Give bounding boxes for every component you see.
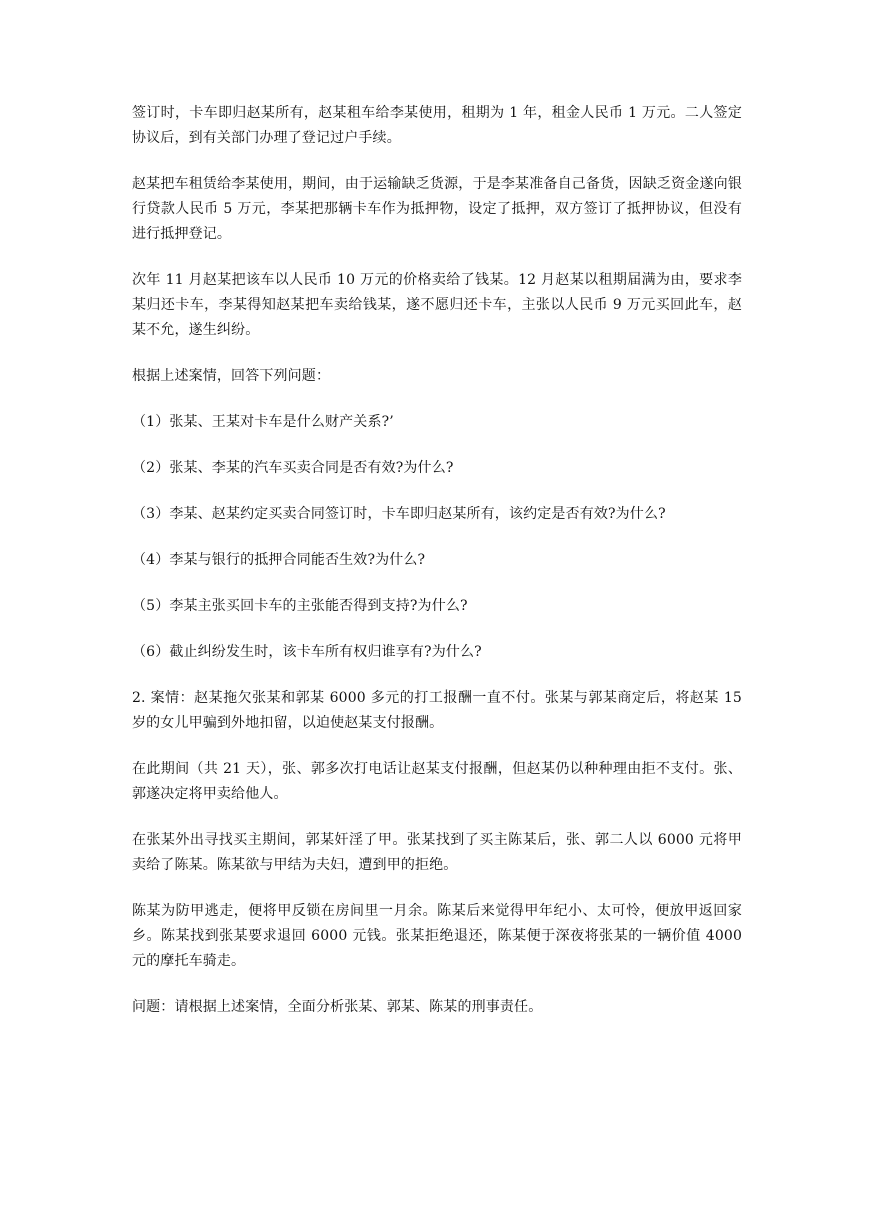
case2-paragraph-sale: 在张某外出寻找买主期间，郭某奸淫了甲。张某找到了买主陈某后，张、郭二人以 6000 元将甲卖给了陈某。陈某欲与甲结为夫妇，遭到甲的拒绝。 [132, 832, 742, 873]
paragraph-sale-dispute: 次年 11 月赵某把该车以人民币 10 万元的价格卖给了钱某。12 月赵某以租期届满为由，要求李某归还卡车，李某得知赵某把车卖给钱某，遂不愿归还卡车，主张以人民币 9 万元买回此车，赵某不允，遂生纠纷。 [132, 272, 742, 338]
paragraph-contract-terms: 签订时，卡车即归赵某所有，赵某租车给李某使用，租期为 1 年，租金人民币 1 万元。二人签定协议后，到有关部门办理了登记过户手续。 [132, 105, 742, 146]
question-6: （6）截止纠纷发生时，该卡车所有权归谁享有?为什么? [132, 644, 482, 660]
question-5: （5）李某主张买回卡车的主张能否得到支持?为什么? [132, 598, 468, 614]
case2-paragraph-period: 在此期间（共 21 天），张、郭多次打电话让赵某支付报酬，但赵某仍以种种理由拒不支付。张、郭遂决定将甲卖给他人。 [132, 761, 742, 802]
question-3: （3）李某、赵某约定买卖合同签订时，卡车即归赵某所有，该约定是否有效?为什么? [132, 506, 666, 522]
case2-question: 问题：请根据上述案情，全面分析张某、郭某、陈某的刑事责任。 [132, 999, 543, 1015]
case2-paragraph-confinement: 陈某为防甲逃走，便将甲反锁在房间里一月余。陈某后来觉得甲年纪小、太可怜，便放甲返回家乡。陈某找到张某要求退回 6000 元钱。张某拒绝退还，陈某便于深夜将张某的一辆价值 4000 元的摩托车骑走。 [132, 903, 742, 969]
case2-intro: 2. 案情：赵某拖欠张某和郭某 6000 多元的打工报酬一直不付。张某与郭某商定后，将赵某 15 岁的女儿甲骗到外地扣留，以迫使赵某支付报酬。 [132, 690, 742, 731]
paragraph-lease-mortgage: 赵某把车租赁给李某使用，期间，由于运输缺乏货源，于是李某准备自己备货，因缺乏资金遂向银行贷款人民币 5 万元，李某把那辆卡车作为抵押物，设定了抵押，双方签订了抵押协议，但没有进行抵押登记。 [132, 176, 742, 242]
paragraph-question-intro: 根据上述案情，回答下列问题： [132, 368, 331, 384]
question-1: （1）张某、王某对卡车是什么财产关系?’ [132, 414, 394, 430]
question-2: （2）张某、李某的汽车买卖合同是否有效?为什么? [132, 460, 454, 476]
document-body [132, 101, 742, 1041]
question-4: （4）李某与银行的抵押合同能否生效?为什么? [132, 552, 426, 568]
